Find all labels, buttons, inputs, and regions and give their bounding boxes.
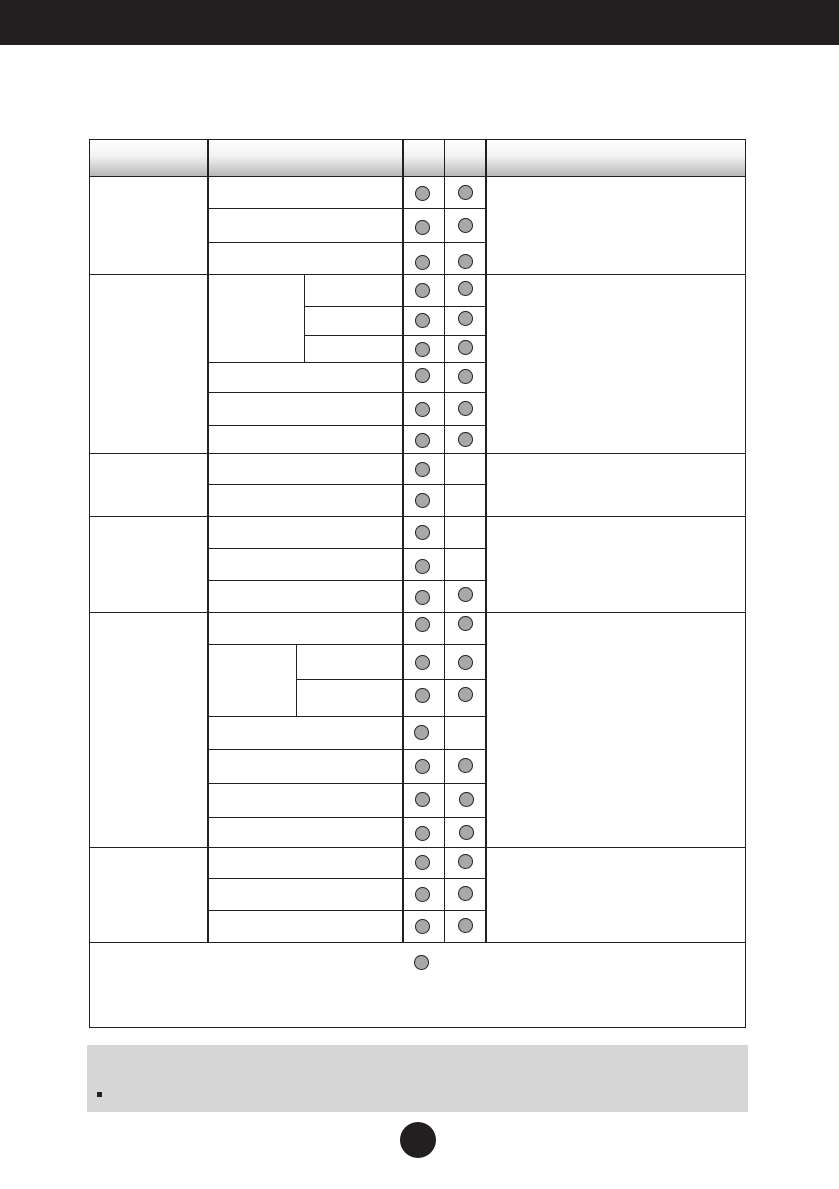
- availability-dot: [458, 281, 473, 296]
- page-header-bar: [0, 0, 839, 45]
- row-divider: [208, 910, 485, 911]
- row-divider: [208, 484, 485, 485]
- availability-dot: [415, 493, 430, 508]
- column-divider: [485, 140, 487, 943]
- availability-dot: [415, 887, 430, 902]
- availability-dot: [458, 655, 473, 670]
- availability-dot: [459, 825, 474, 840]
- availability-dot: [415, 792, 430, 807]
- sublabel-divider: [296, 645, 297, 716]
- row-divider: [208, 580, 485, 581]
- availability-dot: [458, 311, 473, 326]
- availability-dot: [459, 792, 474, 807]
- availability-dot: [458, 432, 473, 447]
- availability-dot: [458, 369, 473, 384]
- availability-dot: [415, 433, 430, 448]
- row-divider: [208, 242, 485, 243]
- row-divider: [208, 362, 485, 363]
- availability-dot: [415, 313, 430, 328]
- availability-dot: [415, 255, 430, 270]
- row-divider: [90, 176, 745, 177]
- availability-dot: [415, 688, 430, 703]
- column-divider: [207, 140, 209, 943]
- group-divider: [90, 942, 745, 943]
- row-divider: [208, 644, 485, 645]
- availability-dot: [458, 758, 473, 773]
- availability-dot: [458, 854, 473, 869]
- column-divider: [444, 140, 445, 943]
- row-divider: [297, 679, 485, 680]
- page-number-badge: [400, 1122, 436, 1158]
- row-divider: [305, 306, 485, 307]
- availability-dot: [458, 218, 473, 233]
- row-divider: [208, 425, 485, 426]
- bullet-icon: [97, 1092, 102, 1097]
- row-divider: [208, 716, 485, 717]
- row-divider: [208, 878, 485, 879]
- group-divider: [90, 453, 745, 454]
- availability-dot: [415, 655, 430, 670]
- availability-dot: [414, 725, 429, 740]
- availability-dot: [415, 283, 430, 298]
- row-divider: [208, 392, 485, 393]
- row-divider: [208, 208, 485, 209]
- availability-dot: [458, 886, 473, 901]
- availability-dot: [414, 955, 429, 970]
- availability-dot: [415, 590, 430, 605]
- availability-dot: [415, 759, 430, 774]
- availability-dot: [415, 462, 430, 477]
- availability-dot: [458, 687, 473, 702]
- availability-dot: [458, 254, 473, 269]
- availability-dot: [415, 919, 430, 934]
- group-divider: [90, 516, 745, 517]
- availability-dot: [415, 220, 430, 235]
- availability-dot: [458, 340, 473, 355]
- availability-dot: [458, 616, 473, 631]
- availability-dot: [415, 525, 430, 540]
- availability-dot: [458, 918, 473, 933]
- availability-dot: [458, 587, 473, 602]
- note-box: [87, 1045, 748, 1112]
- group-divider: [90, 612, 745, 613]
- row-divider: [208, 817, 485, 818]
- row-divider: [305, 335, 485, 336]
- row-divider: [208, 548, 485, 549]
- availability-dot: [458, 401, 473, 416]
- column-divider: [402, 140, 404, 943]
- availability-dot: [415, 186, 430, 201]
- group-divider: [90, 847, 745, 848]
- availability-dot: [415, 342, 430, 357]
- availability-dot: [415, 559, 430, 574]
- availability-dot: [458, 185, 473, 200]
- row-divider: [208, 783, 485, 784]
- availability-dot: [415, 368, 430, 383]
- availability-dot: [415, 826, 430, 841]
- availability-dot: [415, 617, 430, 632]
- availability-dot: [415, 855, 430, 870]
- group-divider: [90, 274, 745, 275]
- availability-dot: [415, 402, 430, 417]
- sublabel-divider: [304, 275, 305, 362]
- row-divider: [208, 749, 485, 750]
